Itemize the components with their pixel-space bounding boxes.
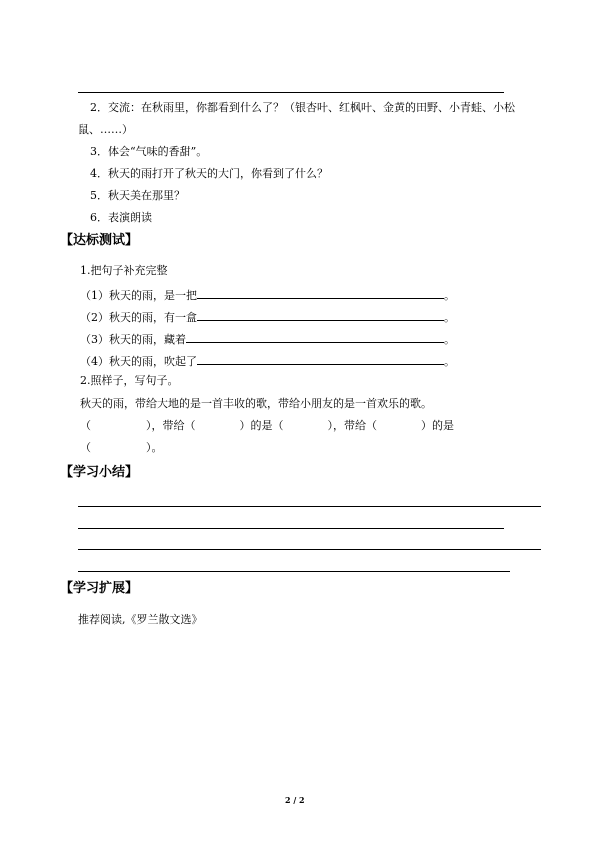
section-heading-summary: 【学习小结】 bbox=[60, 465, 139, 480]
q1-item-2-suffix: 。 bbox=[444, 311, 455, 324]
q1-item-2-prefix: （2）秋天的雨，有一盒 bbox=[80, 311, 197, 324]
q1-item-3-suffix: 。 bbox=[444, 333, 455, 346]
q1-item-1 bbox=[80, 286, 455, 303]
q2-line-2[interactable]: （ ）。 bbox=[80, 441, 163, 454]
q1-item-2-blank[interactable] bbox=[197, 308, 444, 321]
activity-2: 2．交流：在秋雨里，你都看到什么了？（银杏叶、红枫叶、金黄的田野、小青蛙、小松 bbox=[90, 101, 515, 114]
top-answer-line bbox=[78, 92, 504, 93]
q1-item-3 bbox=[80, 330, 455, 347]
q1-item-3-blank[interactable] bbox=[186, 330, 444, 343]
q1-item-4-suffix: 。 bbox=[444, 355, 455, 368]
q2-line-1[interactable]: （ ），带给（ ）的是（ ），带给（ ）的是 bbox=[80, 419, 454, 432]
q1-item-1-blank[interactable] bbox=[197, 286, 444, 299]
q1-title: 1.把句子补充完整 bbox=[80, 264, 168, 277]
q1-item-4 bbox=[80, 352, 455, 369]
section-heading-extension: 【学习扩展】 bbox=[60, 581, 139, 596]
summary-line-4[interactable] bbox=[78, 571, 510, 572]
q1-item-4-blank[interactable] bbox=[197, 352, 444, 365]
page-number: 2 / 2 bbox=[285, 795, 305, 805]
activity-3: 3．体会“气味的香甜”。 bbox=[90, 145, 208, 158]
activity-2-cont: 鼠、……） bbox=[78, 123, 133, 136]
activity-5: 5．秋天美在那里？ bbox=[90, 189, 185, 202]
q1-item-2 bbox=[80, 308, 455, 325]
q1-item-1-suffix: 。 bbox=[444, 289, 455, 302]
recommended-reading: 推荐阅读,《罗兰散文选》 bbox=[78, 613, 203, 626]
summary-line-3[interactable] bbox=[78, 549, 541, 550]
q1-item-4-prefix: （4）秋天的雨，吹起了 bbox=[80, 355, 197, 368]
q1-item-1-prefix: （1）秋天的雨，是一把 bbox=[80, 289, 197, 302]
summary-line-2[interactable] bbox=[78, 528, 504, 529]
activity-6: 6．表演朗读 bbox=[90, 211, 152, 224]
summary-line-1[interactable] bbox=[78, 506, 541, 507]
q2-title: 2.照样子，写句子。 bbox=[80, 374, 179, 387]
q1-item-3-prefix: （3）秋天的雨，藏着 bbox=[80, 333, 186, 346]
section-heading-test: 【达标测试】 bbox=[60, 233, 139, 248]
q2-example: 秋天的雨，带给大地的是一首丰收的歌，带给小朋友的是一首欢乐的歌。 bbox=[80, 397, 432, 410]
activity-4: 4．秋天的雨打开了秋天的大门，你看到了什么？ bbox=[90, 167, 328, 180]
